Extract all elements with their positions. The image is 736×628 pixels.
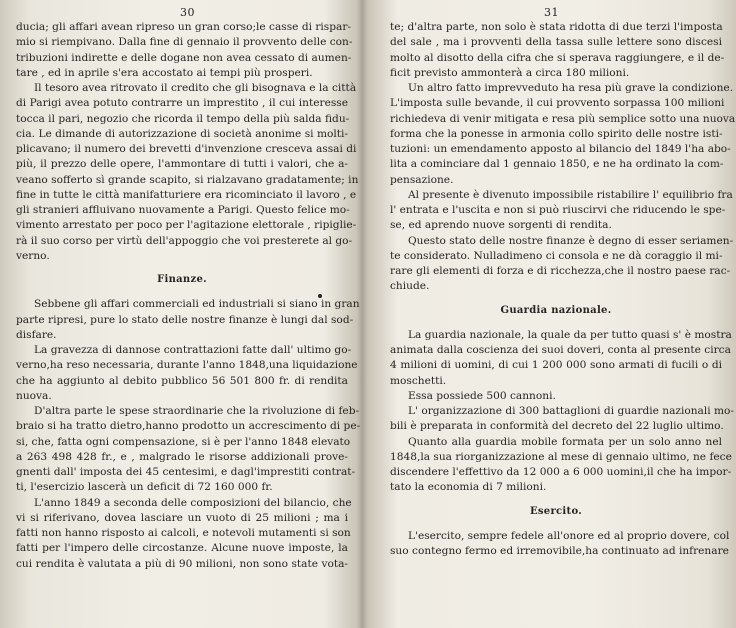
- page-number: 30: [180, 6, 195, 19]
- text-line: fatti per l'impero delle circostanze. Alcune nuove imposte, la: [16, 542, 348, 555]
- text-line: l' entrata e l'uscita e non si può riuscirvi che riducendo le spe-: [390, 204, 726, 216]
- text-line: Il tesoro avea ritrovato il credito che gli bisognava e la città: [34, 82, 357, 94]
- section-heading: Finanze.: [157, 274, 207, 285]
- text-line: Un altro fatto imprevveduto ha resa più grave la condizione.: [408, 82, 734, 94]
- text-line: che ha aggiunto al debito pubblico 56 501 800 fr. di rendita: [16, 374, 348, 387]
- text-line: tocca il pari, negozio che ricorda il tempo della più salda fidu-: [16, 112, 350, 125]
- text-line: cui rendita è valutata a più di 90 milioni, non sono state vota-: [16, 557, 348, 570]
- text-line: tare , ed in aprile s'era accostato ai tempi più prosperi.: [16, 66, 313, 79]
- ink-dot: [318, 294, 322, 298]
- text-line: forma che la ponesse in armonia collo spirito delle nostre isti-: [390, 127, 723, 140]
- text-line: verno,ha reso necessaria, durante l'anno 1848,una liquidazione: [16, 359, 358, 372]
- text-line: fatti non hanno risposto ai calcoli, e notevoli mutamenti si son: [16, 527, 351, 539]
- text-line: tribuzioni indirette e delle dogane non avea cessato di aumen-: [16, 51, 352, 64]
- paragraph-block: [390, 529, 730, 560]
- text-line: gnenti dall' imposta dei 45 centesimi, e dagl'imprestiti contrat-: [16, 466, 356, 478]
- text-line: ficit previsto ammonterà a circa 180 milioni.: [390, 66, 630, 79]
- paragraph-block: [16, 20, 359, 264]
- text-line: Al presente è divenuto impossibile ristabilire l' equilibrio fra: [408, 188, 733, 201]
- text-line: rare gli elementi di forza e di ricchezza,che il nostro paese rac-: [390, 265, 731, 277]
- text-line: tuzioni: un emendamento apposto al bilancio del 1849 l'ha abo-: [390, 143, 731, 155]
- text-line: cia. Le dimande di autorizzazione di società anonime si molti-: [16, 127, 348, 140]
- text-line: se, ed aprendo nuove sorgenti di rendita.: [390, 219, 612, 232]
- text-line: tato la economia di 7 milioni.: [390, 481, 547, 494]
- text-line: a 263 498 428 fr., e , malgrado le risorse addizionali prove-: [16, 450, 348, 463]
- text-line: ducia; gli affari avean ripreso un gran corso;le casse di rispar-: [16, 21, 351, 33]
- text-line: 4 milioni di uomini, di cui 1 200 000 sono armati di fucili o di: [390, 359, 722, 372]
- text-line: vi si riferivano, dovea lasciare un vuoto di 25 milioni ; ma i: [16, 511, 348, 524]
- text-line: Quanto alla guardia mobile formata per un solo anno nel: [408, 435, 722, 448]
- text-line: discendere l'effettivo da 12 000 a 6 000 uomini,il che ha impor-: [390, 466, 732, 478]
- text-line: D'altra parte le spese straordinarie che la rivoluzione di feb-: [34, 405, 360, 417]
- text-line: disfare.: [16, 328, 57, 341]
- text-line: suo contegno fermo ed irremovibile,ha continuato ad infrenare: [390, 545, 729, 557]
- text-line: L'anno 1849 a seconda delle composizioni del bilancio, che: [34, 496, 352, 509]
- text-line: Sebbene gli affari commerciali ed industriali si siano in gran: [34, 298, 360, 311]
- text-line: bili è preparata in conformità del decreto del 22 luglio ultimo.: [390, 420, 724, 433]
- text-line: plicavano; il numero dei brevetti d'invenzione cresceva assai di: [16, 143, 357, 155]
- text-line: gli stranieri affluivano nuovamente a Parigi. Questo felice mo-: [16, 204, 350, 216]
- text-line: vimento arrestato per poco per l'agitazione elettorale , ripiglie-: [16, 219, 357, 232]
- text-line: di Parigi avea potuto contrarre un imprestito , il cui interesse: [16, 97, 348, 110]
- text-line: molto al disotto della cifra che si sperava raggiungere, e il de-: [390, 51, 725, 64]
- text-line: fine in tutte le città manifatturiere era ricominciato il lavoro , e: [16, 188, 357, 201]
- page-number: 31: [544, 6, 559, 19]
- paragraph-block: [390, 328, 735, 496]
- text-line: Essa possiede 500 cannoni.: [408, 389, 556, 402]
- section-heading: Guardia nazionale.: [500, 304, 612, 316]
- text-line: nuova.: [16, 389, 52, 402]
- text-line: parte ripresi, pure lo stato delle nostre finanze è lungi dal sod-: [16, 313, 354, 326]
- text-line: mio si riempivano. Dalla fine di gennaio il provvento delle con-: [16, 36, 353, 49]
- text-line: L'imposta sulle bevande, il cui provvento sorpassa 100 milioni: [390, 97, 725, 110]
- text-line: richiedeva di venir mitigata e resa più semplice sotto una nuova: [390, 112, 736, 125]
- text-line: più, il prezzo delle opere, l'ammontare di tutti i valori, che a-: [16, 158, 348, 171]
- paragraph-block: [16, 297, 361, 572]
- text-line: animata dalla coscienza dei suoi doveri, conta al presente circa: [390, 344, 731, 356]
- text-line: del sale , ma i provventi della tassa sulle lettere sono discesi: [390, 36, 722, 49]
- text-line: La gravezza di dannose contrattazioni fatte dall' ultimo go-: [34, 344, 352, 356]
- text-line: Questo stato delle nostre finanze è degno di esser seriamen-: [408, 234, 734, 247]
- text-line: verno.: [16, 249, 50, 262]
- text-line: veano sofferto sì grande scapito, si rialzavano gradatamente; in: [16, 173, 359, 186]
- text-line: te considerato. Nulladimeno ci consola e ne dà coraggio il mi-: [390, 249, 723, 262]
- text-line: lita a cominciare dal 1 gennaio 1850, e ne ha ordinato la com-: [390, 158, 724, 171]
- text-line: braio si ha tratto dietro,hanno prodotto un accrescimento di pe-: [16, 420, 361, 433]
- section-heading: Esercito.: [529, 505, 583, 517]
- text-line: 1848,la sua riorganizzazione al mese di gennaio ultimo, ne fece: [390, 450, 732, 463]
- text-line: si, che, fatta ogni compensazione, si è per l'anno 1848 elevato: [16, 435, 351, 448]
- text-line: rà il suo corso per virtù dell'appoggio che voi presterete al go-: [16, 234, 353, 247]
- text-line: La guardia nazionale, la quale da per tutto quasi s' è mostra: [408, 328, 732, 341]
- text-line: pensazione.: [390, 173, 454, 186]
- page-text: [390, 20, 736, 559]
- text-line: L'esercito, sempre fedele all'onore ed al proprio dovere, col: [408, 529, 730, 542]
- page-text: [16, 20, 361, 572]
- text-line: L' organizzazione di 300 battaglioni di guardie nazionali mo-: [408, 405, 735, 417]
- text-line: te; d'altra parte, non solo è stata ridotta di due terzi l'imposta: [390, 21, 723, 33]
- text-line: chiude.: [390, 280, 430, 293]
- right-page: [368, 0, 736, 628]
- paragraph-block: [390, 20, 736, 295]
- text-line: ti, l'esercizio lascerà un deficit di 72 160 000 fr.: [16, 481, 273, 494]
- text-line: moschetti.: [390, 374, 447, 387]
